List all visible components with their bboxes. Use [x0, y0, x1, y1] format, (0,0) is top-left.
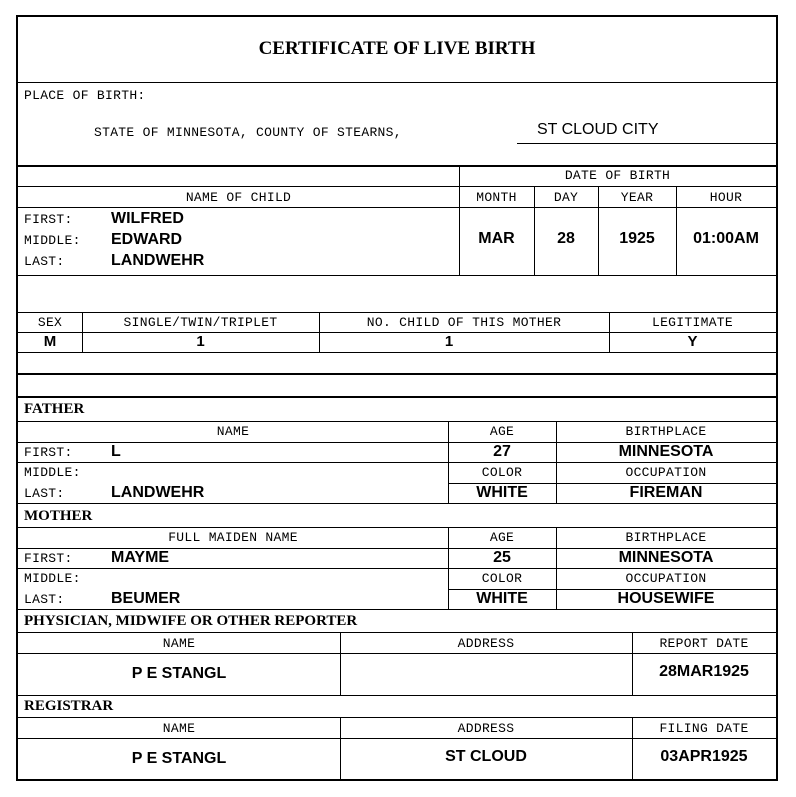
father-birthplace: MINNESOTA: [618, 443, 714, 460]
mother-age-header: AGE: [489, 530, 515, 545]
father-color-header: COLOR: [481, 465, 523, 480]
child-first-label: FIRST:: [24, 212, 73, 227]
legitimate-value: Y: [687, 333, 698, 350]
physician-name: P E STANGL: [131, 665, 227, 682]
registrar-address: ST CLOUD: [445, 748, 527, 765]
father-birthplace-header: BIRTHPLACE: [625, 424, 707, 439]
father-last-name: LANDWEHR: [111, 484, 205, 501]
mother-last-label: LAST:: [24, 592, 65, 607]
report-date: 28MAR1925: [659, 663, 749, 680]
father-occupation-header: OCCUPATION: [625, 465, 707, 480]
father-section-title: FATHER: [24, 401, 85, 417]
mother-middle-label: MIDDLE:: [24, 571, 81, 586]
father-color: WHITE: [476, 484, 528, 501]
divider: [18, 207, 776, 208]
filing-date-header: FILING DATE: [659, 721, 749, 736]
divider: [18, 421, 776, 422]
divider: [18, 632, 776, 633]
father-name-header: NAME: [216, 424, 250, 439]
divider: [18, 82, 776, 83]
sex-value: M: [43, 333, 57, 350]
divider: [18, 312, 776, 313]
divider: [18, 568, 776, 569]
divider: [18, 653, 776, 654]
divider: [18, 373, 776, 375]
mother-occupation-header: OCCUPATION: [625, 571, 707, 586]
divider: [18, 186, 776, 187]
divider: [18, 352, 776, 353]
city-underline: [517, 143, 776, 144]
mother-color-header: COLOR: [481, 571, 523, 586]
physician-address-header: ADDRESS: [457, 636, 515, 651]
place-city: ST CLOUD CITY: [537, 121, 659, 138]
father-last-label: LAST:: [24, 486, 65, 501]
child-last-name: LANDWEHR: [111, 252, 205, 269]
divider: [18, 165, 776, 167]
place-state-county: STATE OF MINNESOTA, COUNTY OF STEARNS,: [94, 125, 402, 140]
legitimate-header: LEGITIMATE: [651, 315, 733, 330]
child-number-header: NO. CHILD OF THIS MOTHER: [366, 315, 562, 330]
day-header: DAY: [553, 190, 579, 205]
registrar-name: P E STANGL: [131, 750, 227, 767]
date-of-birth-header: DATE OF BIRTH: [564, 168, 671, 183]
divider: [18, 462, 776, 463]
divider: [18, 396, 776, 398]
name-of-child-header: NAME OF CHILD: [185, 190, 292, 205]
divider: [18, 527, 776, 528]
physician-section-title: PHYSICIAN, MIDWIFE OR OTHER REPORTER: [24, 613, 358, 629]
child-first-name: WILFRED: [111, 210, 184, 227]
divider: [18, 695, 776, 696]
mother-age: 25: [493, 549, 511, 566]
father-age: 27: [493, 443, 511, 460]
divider: [18, 738, 776, 739]
birth-day: 28: [557, 230, 575, 247]
mother-birthplace-header: BIRTHPLACE: [625, 530, 707, 545]
divider: [18, 717, 776, 718]
place-of-birth-label: PLACE OF BIRTH:: [24, 88, 146, 103]
year-header: YEAR: [620, 190, 654, 205]
report-date-header: REPORT DATE: [659, 636, 749, 651]
father-first-name: L: [111, 443, 121, 460]
registrar-name-header: NAME: [162, 721, 196, 736]
father-first-label: FIRST:: [24, 445, 73, 460]
filing-date: 03APR1925: [660, 748, 748, 765]
father-middle-label: MIDDLE:: [24, 465, 81, 480]
father-occupation: FIREMAN: [629, 484, 703, 501]
child-middle-name: EDWARD: [111, 231, 183, 248]
divider: [18, 609, 776, 610]
mother-name-header: FULL MAIDEN NAME: [168, 530, 298, 545]
child-middle-label: MIDDLE:: [24, 233, 81, 248]
mother-first-name: MAYME: [111, 549, 170, 566]
birth-hour: 01:00AM: [693, 230, 759, 247]
sex-header: SEX: [37, 315, 63, 330]
document-title: CERTIFICATE OF LIVE BIRTH: [258, 38, 536, 59]
mother-section-title: MOTHER: [24, 508, 93, 524]
mother-occupation: HOUSEWIFE: [617, 590, 715, 607]
mother-color: WHITE: [476, 590, 528, 607]
divider: [18, 503, 776, 504]
plurality-value: 1: [196, 333, 205, 350]
month-header: MONTH: [476, 190, 517, 205]
child-last-label: LAST:: [24, 254, 65, 269]
registrar-address-header: ADDRESS: [457, 721, 515, 736]
father-age-header: AGE: [489, 424, 515, 439]
divider: [18, 275, 776, 276]
mother-birthplace: MINNESOTA: [618, 549, 714, 566]
plurality-header: SINGLE/TWIN/TRIPLET: [123, 315, 278, 330]
registrar-section-title: REGISTRAR: [24, 698, 114, 714]
mother-first-label: FIRST:: [24, 551, 73, 566]
mother-last-name: BEUMER: [111, 590, 181, 607]
birth-year: 1925: [619, 230, 655, 247]
physician-name-header: NAME: [162, 636, 196, 651]
child-number-value: 1: [444, 333, 454, 350]
hour-header: HOUR: [709, 190, 743, 205]
birth-month: MAR: [478, 230, 515, 247]
